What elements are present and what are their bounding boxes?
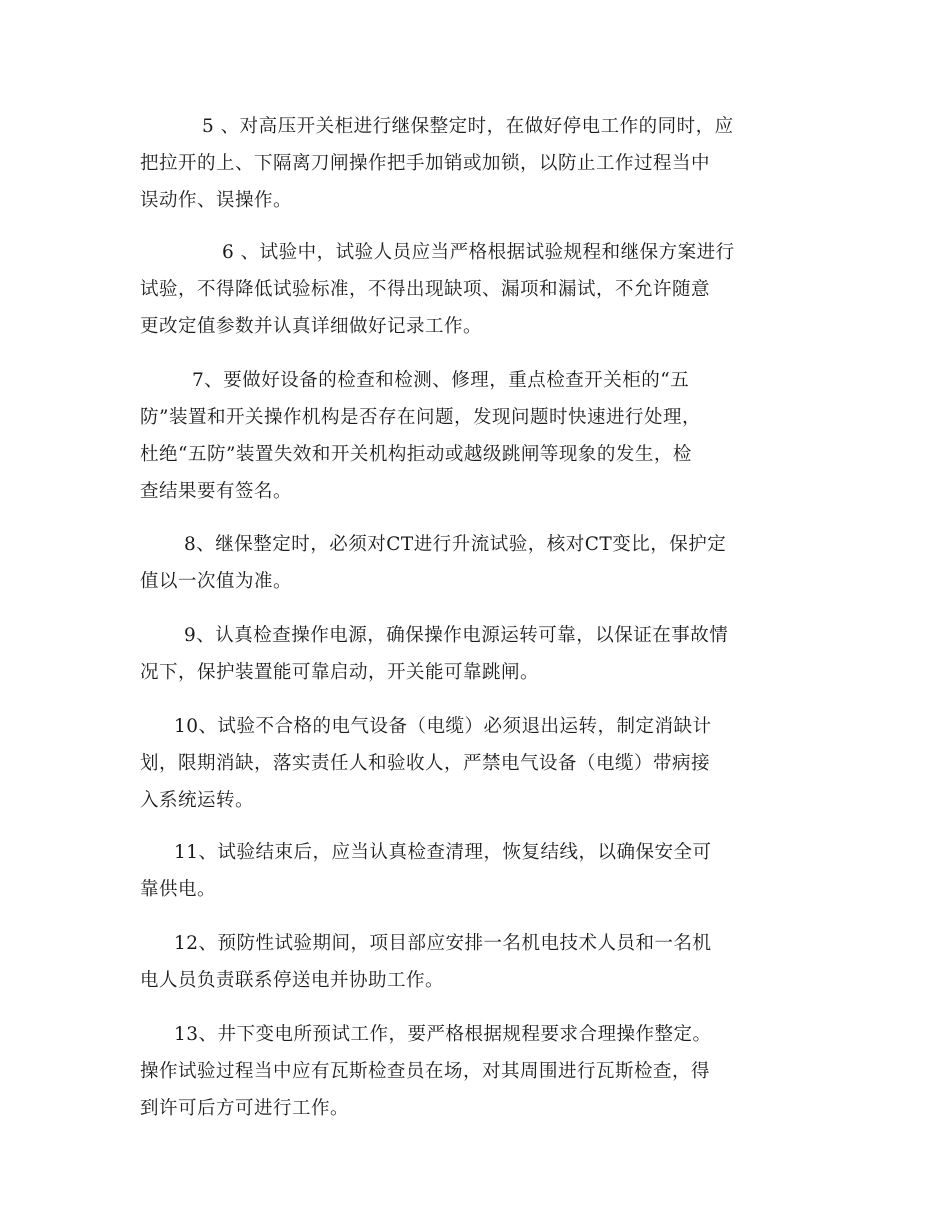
paragraph-line: 靠供电。 [140,879,217,900]
paragraph-8 [140,526,810,600]
paragraph-line: 杜绝“五防”装置失效和开关机构拒动或越级跳闸等现象的发生，检 [140,444,692,465]
paragraph-line: 电人员负责联系停送电并协助工作。 [140,970,445,991]
paragraph-line: 操作试验过程当中应有瓦斯检查员在场，对其周围进行瓦斯检查，得 [140,1061,711,1082]
paragraph-line: 查结果要有签名。 [140,481,293,502]
paragraph-11 [140,834,810,908]
paragraph-line: 5 、对高压开关柜进行继保整定时，在做好停电工作的同时，应 [202,116,734,137]
paragraph-line: 11、试验结束后，应当认真检查清理，恢复结线，以确保安全可 [174,842,712,863]
paragraph-9 [140,617,810,691]
paragraph-line: 12、预防性试验期间，项目部应安排一名机电技术人员和一名机 [174,933,712,954]
paragraph-line: 13、井下变电所预试工作，要严格根据规程要求合理操作整定。 [174,1024,712,1045]
paragraph-line: 6 、试验中，试验人员应当严格根据试验规程和继保方案进行 [222,242,735,263]
paragraph-line: 9、认真检查操作电源，确保操作电源运转可靠，以保证在事故情 [184,625,729,646]
paragraph-line: 10、试验不合格的电气设备（电缆）必须退出运转，制定消缺计 [174,716,712,737]
paragraph-line: 7、要做好设备的检查和检测、修理，重点检查开关柜的“五 [192,370,690,391]
paragraph-10 [140,708,810,819]
paragraph-line: 误动作、误操作。 [140,190,293,211]
paragraph-line: 把拉开的上、下隔离刀闸操作把手加销或加锁，以防止工作过程当中 [140,153,711,174]
paragraph-line: 到许可后方可进行工作。 [140,1098,350,1119]
paragraph-7 [140,362,810,510]
paragraph-5 [140,108,810,219]
paragraph-12 [140,925,810,999]
paragraph-line: 入系统运转。 [140,790,255,811]
paragraph-line: 更改定值参数并认真详细做好记录工作。 [140,316,483,337]
paragraph-line: 值以一次值为准。 [140,571,293,592]
paragraph-line: 防”装置和开关操作机构是否存在问题，发现问题时快速进行处理， [140,407,701,428]
paragraph-line: 划，限期消缺，落实责任人和验收人，严禁电气设备（电缆）带病接 [140,753,711,774]
paragraph-line: 8、继保整定时，必须对CT进行升流试验，核对CT变比，保护定 [184,534,727,555]
paragraph-line: 况下，保护装置能可靠启动，开关能可靠跳闸。 [140,662,540,683]
paragraph-line: 试验，不得降低试验标准，不得出现缺项、漏项和漏试，不允许随意 [140,279,711,300]
paragraph-6 [140,234,810,345]
paragraph-13 [140,1016,810,1127]
